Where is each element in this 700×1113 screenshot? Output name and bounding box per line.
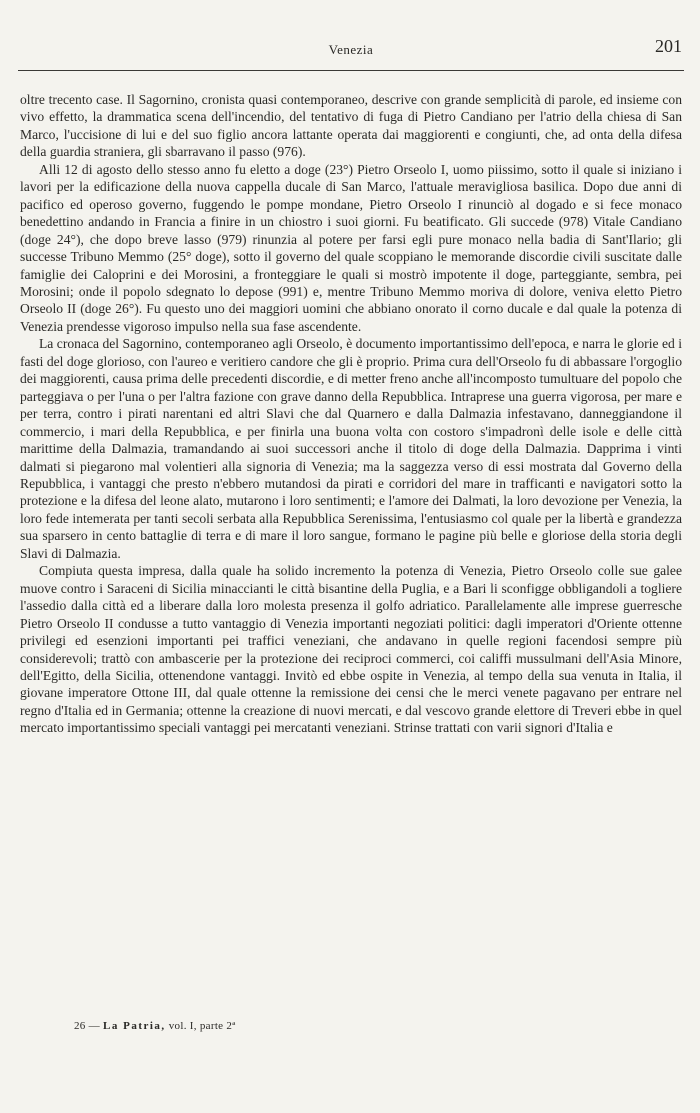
running-title: Venezia [328, 42, 374, 57]
footer-journal: La Patria, [103, 1020, 166, 1032]
page-footer [74, 1020, 236, 1032]
paragraph-orseolo-i: Alli 12 di agosto dello stesso anno fu eletto a doge (23°) Pietro Orseolo I, uomo piissimo, sotto il quale si iniziano i lavori per la edificazione della nuova cappella ducale di San Marco, l'attuale meravigliosa basilica. Dopo due anni di pacifico ed operoso governo, fuggendo le pompe mondane, Pietro Orseolo I rinunciò al dogado e si fece monaco benedettino andando in Francia a finire in un chiostro i suoi giorni. Fu beatificato. Gli succede (978) Vitale Candiano (doge 24°), che dopo breve lasso (979) rinunzia al potere per farsi egli pure monaco nella badia di Sant'Ilario; gli successe Tribuno Memmo (25° doge), sotto il governo del quale scoppiano le memorande discordie civili suscitate dalle famiglie dei Caloprini e dei Morosini, a fronteggiare le quali si mostrò impotente il doge, parteggiante, sembra, pei Morosini; onde il popolo sdegnato lo depose (991) e, mentre Tribuno Memmo moriva di dolore, veniva eletto Pietro Orseolo II (doge 26°). Fu questo uno dei maggiori uomini che abbiano onorato il corno ducale e dal quale la potenza di Venezia prendesse vigoroso impulso nella sua fase ascendente. [20, 161, 682, 334]
footer-volume: vol. I, parte 2ª [168, 1020, 236, 1032]
footer-signature: 26 — [74, 1020, 100, 1032]
paragraph-orseolo-ii: Compiuta questa impresa, dalla quale ha solido incremento la potenza di Venezia, Pietro Orseolo colle sue galee muove contro i Saraceni di Sicilia minaccianti le città bisantine della Puglia, e a Bari li sconfigge obbligandoli a togliere l'assedio dalla città ed a liberare dalla loro molesta presenza il golfo adriatico. Parallelamente alle imprese guerresche Pietro Orseolo II condusse a tutto vantaggio di Venezia importanti negoziati politici: dagli imperatori d'Oriente ottenne privilegi ed esenzioni importanti pei traffici veneziani, che andavano in quelle regioni facendosi sempre più considerevoli; trattò con ambascerie per la protezione dei reciproci commerci, coi califfi mussulmani dell'Asia Minore, dell'Egitto, della Sicilia, ottenendone vantaggi. Invitò ed ebbe ospite in Venezia, al tempo della sua venuta in Italia, il giovane imperatore Ottone III, dal quale ottenne la remissione dei censi che le merci venete pagavano per entrare nel regno d'Italia ed in Germania; ottenne la creazione di nuovi mercati, e dal vescovo grande elettore di Treveri ebbe in quel mercato importantissimo speciali vantaggi pei mercatanti veneziani. Strinse trattati con varii signori d'Italia e [20, 563, 682, 736]
body-text [20, 91, 682, 737]
page-header [18, 36, 684, 66]
paragraph-sagornino-chronicle: La cronaca del Sagornino, contemporaneo agli Orseolo, è documento importantissimo dell'epoca, e narra le glorie ed i fasti del doge glorioso, con l'aureo e veritiero candore che gli è proprio. Prima cura dell'Orseolo fu di abbassare l'orgoglio dei maggiorenti, causa prima delle precedenti discordie, e di metter freno anche all'incomposto tumultuare del popolo che parteggiava o per l'una o per l'altra fazione con grave danno della Repubblica. Intraprese una guerra vigorosa, per mare e per terra, contro i pirati narentani ed altri Slavi che dal Quarnero e dalla Dalmazia infestavano, danneggiandone il commercio, i mari della Repubblica, e per finirla una buona volta con costoro s'impadronì delle isole e delle città marittime della Dalmazia, tramandando ai suoi successori anche il titolo di doge della Dalmazia. Dapprima i vinti dalmati si piegarono mal volentieri alla signoria di Venezia; ma la saggezza verso di essi mostrata dal Governo della Repubblica, i vantaggi che presto n'ebbero mutandosi da pirati e corridori del mare in trafficanti e navigatori sotto la protezione e la difesa del leone alato, mutarono i loro sentimenti; e l'amore dei Dalmati, la loro devozione per Venezia, la loro fede intemerata per tanti secoli serbata alla Repubblica Serenissima, l'entusiasmo col quale per la libertà e grandezza sua sparsero in cento battaglie di terra e di mare il loro sangue, formano le pagine più belle e gloriose della storia degli Slavi di Dalmazia. [20, 336, 682, 561]
header-rule [18, 70, 684, 71]
page-number: 201 [655, 36, 682, 56]
paragraph-continuation: oltre trecento case. Il Sagornino, cronista quasi contemporaneo, descrive con grande semplicità di parole, ed insieme con vivo effetto, la drammatica scena dell'incendio, del tentativo di fuga di Pietro Candiano per l'atrio della chiesa di San Marco, l'uccisione di lui e del suo figlio ancora lattante operata dai maggiorenti e congiunti, che, ad onta della difesa della guardia straniera, gli sbarravano il passo (976). [20, 92, 682, 160]
